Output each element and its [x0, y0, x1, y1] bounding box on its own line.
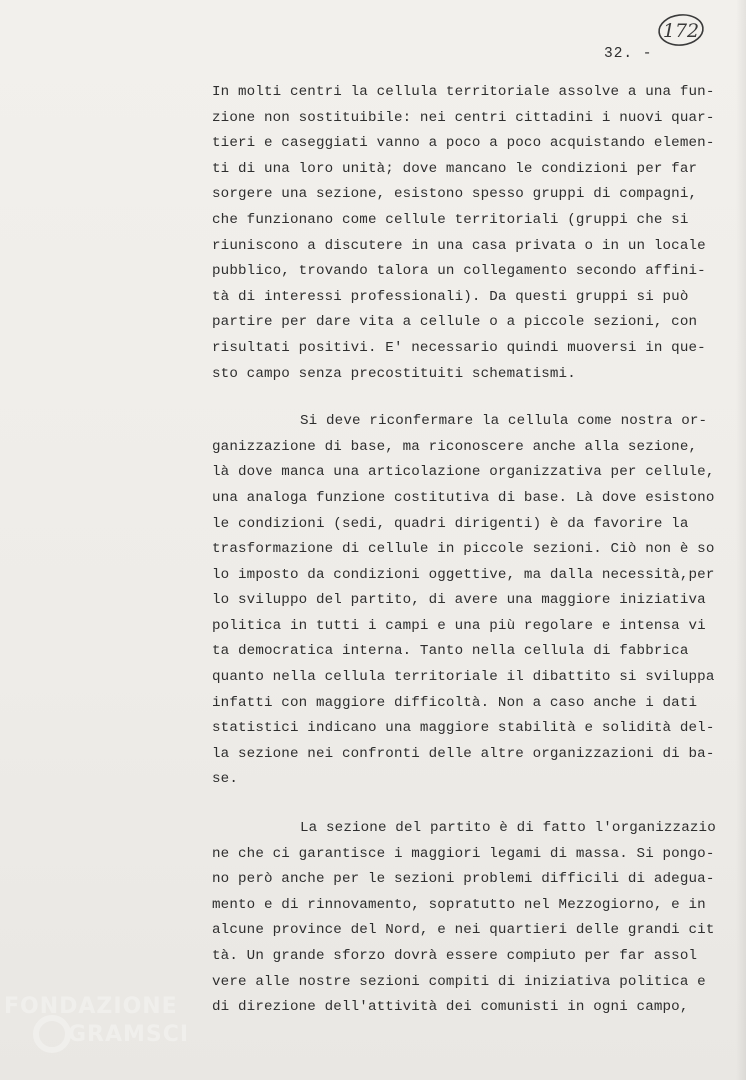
document-body — [212, 80, 732, 1044]
text-line: infatti con maggiore difficoltà. Non a caso anche i dati — [212, 694, 698, 711]
text-line: se. — [212, 771, 238, 788]
text-line: tà di interessi professionali). Da questi gruppi si può — [212, 288, 689, 305]
text-line: pubblico, trovando talora un collegamento secondo affini- — [212, 263, 706, 280]
circled-number-icon — [656, 12, 706, 48]
text-line: risultati positivi. E' necessario quindi muoversi in que- — [212, 339, 706, 356]
text-line: politica in tutti i campi e una più regolare e intensa vi — [212, 617, 706, 634]
text-line: no però anche per le sezioni problemi difficili di adegua- — [212, 871, 715, 888]
text-line: ganizzazione di base, ma riconoscere anche alla sezione, — [212, 438, 698, 455]
page-edge-shadow — [736, 0, 746, 1080]
text-line: tieri e caseggiati vanno a poco a poco acquistando elemen- — [212, 135, 715, 152]
text-line: vere alle nostre sezioni compiti di iniziativa politica e — [212, 973, 706, 990]
text-line: le condizioni (sedi, quadri dirigenti) è da favorire la — [212, 515, 689, 532]
text-line: che funzionano come cellule territoriali (gruppi che si — [212, 211, 689, 228]
text-line: tà. Un grande sforzo dovrà essere compiuto per far assol — [212, 948, 698, 964]
text-line: una analoga funzione costitutiva di base. Là dove esistono — [212, 489, 715, 506]
watermark-line2: GRAMSCI — [68, 1022, 190, 1047]
text-line: ti di una loro unità; dove mancano le condizioni per far — [212, 160, 698, 177]
text-line: trasformazione di cellule in piccole sezioni. Ciò non è so — [212, 541, 715, 558]
text-line: In molti centri la cellula territoriale assolve a una fun- — [212, 84, 715, 100]
watermark — [4, 992, 204, 1072]
text-line: lo sviluppo del partito, di avere una maggiore iniziativa — [212, 592, 706, 609]
foundation-logo-icon — [32, 1014, 72, 1054]
archive-number: 172 — [662, 20, 700, 42]
text-line: Si deve riconfermare la cellula come nostra or- — [300, 413, 708, 430]
paragraph — [212, 409, 732, 793]
text-line: quanto nella cellula territoriale il dibattito si sviluppa — [212, 669, 715, 686]
text-line: mento e di rinnovamento, sopratutto nel Mezzogiorno, e in — [212, 896, 706, 913]
page-number: 32. - — [604, 46, 653, 62]
paragraph — [212, 816, 732, 1021]
watermark-line1: FONDAZIONE — [4, 994, 178, 1019]
text-line: partire per dare vita a cellule o a piccole sezioni, con — [212, 314, 698, 331]
text-line: di direzione dell'attività dei comunisti in ogni campo, — [212, 999, 689, 1016]
text-line: la sezione nei confronti delle altre organizzazioni di ba- — [212, 745, 715, 762]
text-line: là dove manca una articolazione organizzativa per cellule, — [212, 464, 715, 481]
text-line: statistici indicano una maggiore stabilità e solidità del- — [212, 720, 715, 737]
text-line: ne che ci garantisce i maggiori legami di massa. Si pongo- — [212, 845, 715, 862]
text-line: ta democratica interna. Tanto nella cellula di fabbrica — [212, 643, 689, 660]
archive-number-stamp — [656, 12, 706, 48]
text-line: alcune province del Nord, e nei quartieri delle grandi cit — [212, 922, 715, 939]
text-line: lo imposto da condizioni oggettive, ma dalla necessità,per — [212, 566, 715, 583]
text-line: sto campo senza precostituiti schematismi. — [212, 365, 576, 382]
text-line: La sezione del partito è di fatto l'organizzazio — [300, 820, 716, 837]
paragraph — [212, 80, 732, 387]
text-line: zione non sostituibile: nei centri cittadini i nuovi quar- — [212, 109, 715, 126]
text-line: riuniscono a discutere in una casa privata o in un locale — [212, 237, 706, 254]
text-line: sorgere una sezione, esistono spesso gruppi di compagni, — [212, 186, 698, 203]
